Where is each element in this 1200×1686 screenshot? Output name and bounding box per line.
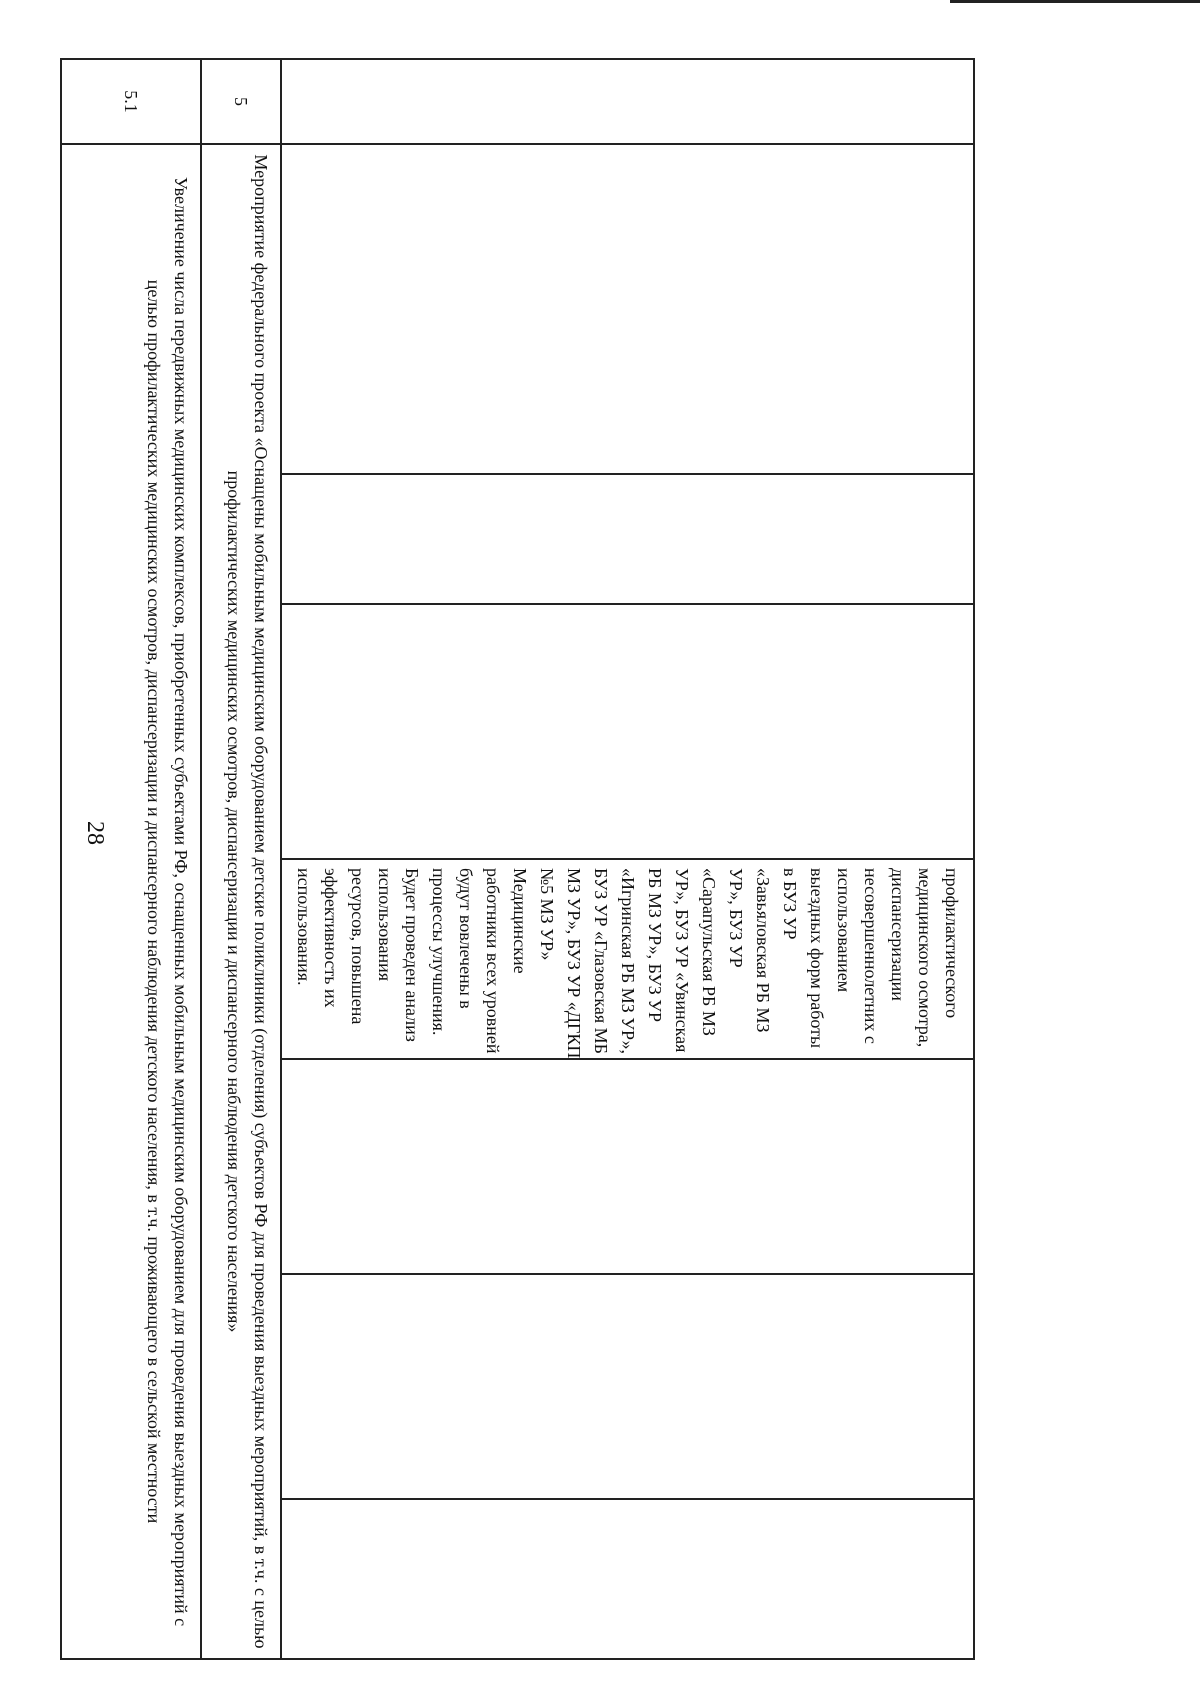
text-line: в БУЗ УР xyxy=(780,868,800,940)
text-line: использования xyxy=(375,868,395,982)
text-line: использованием xyxy=(834,868,854,993)
activities-table xyxy=(60,58,975,1660)
text-line: медицинского осмотра, xyxy=(915,868,935,1048)
rotated-page xyxy=(121,58,975,1658)
text-line: МЗ УР», БУЗ УР «ДГКП xyxy=(564,868,584,1059)
text-line: «Сарапульская РБ МЗ xyxy=(699,868,719,1036)
table-row-5-1 xyxy=(61,59,201,1659)
text-line: работники всех уровней xyxy=(483,868,503,1054)
text-line: УР», БУЗ УР xyxy=(726,868,746,968)
table-cell-empty xyxy=(281,474,974,604)
text-line: процессы улучшения. xyxy=(429,868,449,1036)
row-5-1-text: Увеличение числа передвижных медицинских комплексов, приобретенных субъектами РФ, оснащенных мобильным медицинским оборудованием для проведения выездных мероприятий с целью профилактических медицинских осмотров, диспансеризации и диспансерного наблюдения детского населения, в т.ч. проживающего в сельской местности xyxy=(144,176,191,1627)
text-line: выездных форм работы xyxy=(807,868,827,1049)
row-number-cell xyxy=(281,59,974,144)
text-line: РБ МЗ УР», БУЗ УР xyxy=(645,868,665,1023)
text-line: будут вовлечены в xyxy=(456,868,476,1009)
table-cell-empty xyxy=(281,1059,974,1274)
text-line: профилактического xyxy=(942,868,962,1019)
text-line: ресурсов, повышена xyxy=(348,868,368,1025)
table-cell-empty xyxy=(281,1274,974,1499)
text-line: Медицинские xyxy=(510,868,530,974)
text-line: БУЗ УР «Глазовская МБ xyxy=(591,868,611,1054)
row-number-cell: 5 xyxy=(201,59,281,144)
text-line: диспансеризации xyxy=(888,868,908,1001)
text-line: «Игринская РБ МЗ УР», xyxy=(618,868,638,1054)
text-line: эффективность их xyxy=(321,868,341,1008)
merged-text-cell xyxy=(201,144,281,1659)
page-number: 28 xyxy=(82,821,108,845)
top-border-line xyxy=(950,0,1200,3)
cell-text-lines xyxy=(282,860,973,1058)
text-line: Будет проведен анализ xyxy=(402,868,422,1042)
table-cell-empty xyxy=(281,604,974,859)
table-row-5 xyxy=(201,59,281,1659)
text-line: «Завьяловская РБ МЗ xyxy=(753,868,773,1033)
table-cell-empty xyxy=(281,144,974,474)
row-5-text: Мероприятие федерального проекта «Оснащены мобильным медицинским оборудованием детские поликлиники (отделения) субъектов РФ для проведения выездных мероприятий, в т.ч. с целью профилактических медицинских осмотров, диспансеризации и диспансерного наблюдения детского населения» xyxy=(224,154,271,1649)
text-line: УР», БУЗ УР «Увинская xyxy=(672,868,692,1053)
table-cell-empty xyxy=(281,1499,974,1659)
table-cell-description xyxy=(281,859,974,1059)
merged-text-cell xyxy=(61,144,201,1659)
text-line: использования. xyxy=(294,868,314,986)
table-row-continuation xyxy=(281,59,974,1659)
row-number-cell: 5.1 xyxy=(61,59,201,144)
text-line: №5 МЗ УР» xyxy=(537,868,557,961)
text-line: несовершеннолетних с xyxy=(861,868,881,1044)
